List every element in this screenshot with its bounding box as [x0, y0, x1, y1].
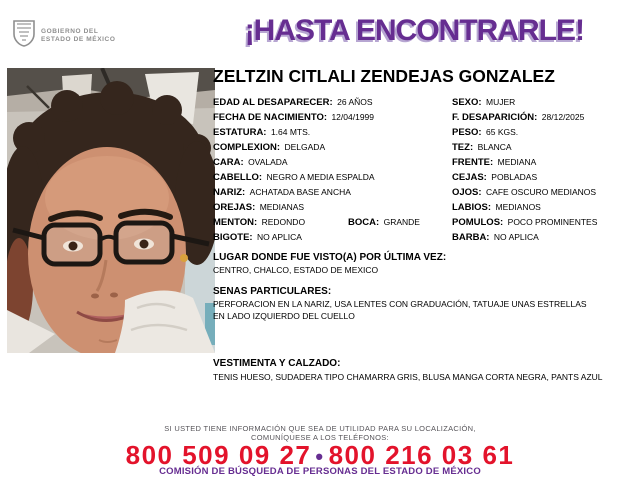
field-barba: BARBA: NO APLICA	[452, 232, 539, 243]
field-tez: TEZ: BLANCA	[452, 142, 512, 153]
field-cejas: CEJAS: POBLADAS	[452, 172, 538, 183]
field-estatura: ESTATURA: 1.64 MTS.	[213, 127, 311, 138]
phone-separator-dot: •	[315, 444, 325, 469]
field-pomulos: POMULOS: POCO PROMINENTES	[452, 217, 598, 228]
particular-signs-value: PERFORACION EN LA NARIZ, USA LENTES CON GRADUACIÓN, TATUAJE UNAS ESTRELLAS EN LADO IZQUIERDO DEL CUELLO	[213, 299, 587, 321]
field-fecha-nacimiento: FECHA DE NACIMIENTO: 12/04/1999	[213, 112, 374, 123]
field-frente: FRENTE: MEDIANA	[452, 157, 537, 168]
field-cabello: CABELLO: NEGRO A MEDIA ESPALDA	[213, 172, 375, 183]
section-last-seen	[213, 252, 631, 277]
field-orejas: OREJAS: MEDIANAS	[213, 202, 305, 213]
field-nariz: NARIZ: ACHATADA BASE ANCHA	[213, 187, 351, 198]
field-bigote: BIGOTE: NO APLICA	[213, 232, 302, 243]
organization-name: COMISIÓN DE BÚSQUEDA DE PERSONAS DEL ESTADO DE MÉXICO	[159, 466, 481, 477]
details-column-right	[452, 93, 637, 243]
government-logo	[12, 20, 116, 52]
field-sexo: SEXO: MUJER	[452, 97, 516, 108]
field-edad: EDAD AL DESAPARECER: 26 AÑOS	[213, 97, 373, 108]
field-labios: LABIOS: MEDIANOS	[452, 202, 541, 213]
contact-instructions-line2: COMUNÍQUESE A LOS TELÉFONOS:	[251, 433, 389, 442]
phone-number-2: 800 216 03 61	[328, 440, 515, 470]
field-menton: MENTON: REDONDO	[213, 217, 306, 228]
field-peso: PESO: 65 KGS.	[452, 127, 519, 138]
logo-line-1: GOBIERNO DEL	[41, 28, 99, 35]
particular-signs-label: SENAS PARTICULARES:	[213, 286, 332, 297]
field-cara: CARA: OVALADA	[213, 157, 288, 168]
field-boca: BOCA: GRANDE	[348, 217, 420, 228]
field-complexion: COMPLEXION: DELGADA	[213, 142, 326, 153]
clothing-value: TENIS HUESO, SUDADERA TIPO CHAMARRA GRIS, BLUSA MANGA CORTA NEGRA, PANTS AZUL	[213, 372, 603, 382]
logo-text	[41, 28, 116, 44]
state-emblem-icon	[12, 20, 36, 52]
contact-instructions-line1: SI USTED TIENE INFORMACIÓN QUE SEA DE UTILIDAD PARA SU LOCALIZACIÓN,	[164, 424, 476, 433]
logo-line-2: ESTADO DE MÉXICO	[41, 36, 116, 43]
last-seen-value: CENTRO, CHALCO, ESTADO DE MEXICO	[213, 265, 379, 275]
last-seen-label: LUGAR DONDE FUE VISTO(A) POR ÚLTIMA VEZ:	[213, 252, 447, 263]
section-particular-signs	[213, 286, 631, 322]
field-fecha-desaparicion: F. DESAPARICIÓN: 28/12/2025	[452, 112, 585, 123]
phone-number-1: 800 509 09 27	[125, 440, 312, 470]
section-clothing	[213, 358, 631, 384]
poster-title: ¡HASTA ENCONTRARLE!	[244, 14, 584, 47]
field-ojos: OJOS: CAFE OSCURO MEDIANOS	[452, 187, 597, 198]
person-name: ZELTZIN CITLALI ZENDEJAS GONZALEZ	[213, 66, 555, 86]
missing-person-photo	[7, 68, 215, 353]
clothing-label: VESTIMENTA Y CALZADO:	[213, 358, 341, 369]
